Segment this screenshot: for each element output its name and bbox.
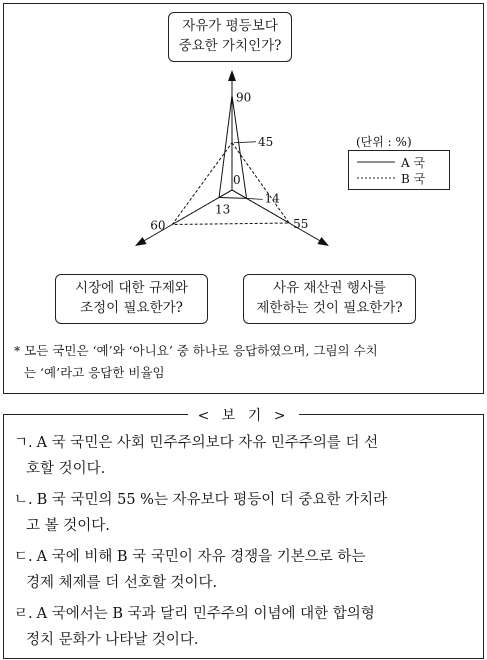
question-left-line1: 시장에 대한 규제와 [75,280,188,296]
legend [348,150,450,190]
label-b-right: 55 [293,217,309,231]
option-4-label: ㄹ. [14,606,33,622]
option-2[interactable] [14,487,472,539]
question-left-box [55,274,208,324]
unit-label: (단위 : %) [356,135,412,149]
legend-item-b: B 국 [401,172,426,186]
label-origin: 0 [233,173,241,187]
option-1[interactable] [14,430,472,482]
question-top-line1: 자유가 평등보다 [182,18,278,34]
option-4[interactable] [14,601,472,653]
label-a-top: 90 [236,90,252,105]
note-line1: * 모든 국민은 ‘예’와 ‘아니요’ 중 하나로 응답하였으며, 그림의 수치 [14,343,378,358]
option-2-line2: 고 볼 것이다. [26,518,110,534]
option-3-label: ㄷ. [14,549,33,565]
option-1-line2: 호할 것이다. [26,461,106,477]
question-right-line1: 사유 재산권 행사를 [273,280,386,296]
option-3[interactable] [14,544,472,596]
question-left-line2: 조정이 필요한가? [80,300,183,316]
arrowhead-left-icon [135,237,147,246]
option-2-line1: B 국 국민의 55 %는 자유보다 평등이 더 중요한 가치라 [36,492,388,508]
label-a-left: 13 [215,202,231,217]
legend-item-a: A 국 [401,156,426,170]
label-a-right: 14 [264,191,280,206]
label-b-left: 60 [150,218,166,233]
option-2-label: ㄴ. [14,492,33,508]
option-3-line1: A 국에 비해 B 국 국민이 자유 경쟁을 기본으로 하는 [36,549,366,565]
option-4-line1: A 국에서는 B 국과 달리 민주주의 이념에 대한 합의형 [36,606,375,622]
series-b-polygon-spoke-1 [232,190,289,223]
question-top-box [168,12,292,62]
series-b-polygon [172,143,289,225]
label-b-top: 45 [258,134,274,149]
question-right-line2: 제한하는 것이 필요한가? [256,300,403,316]
option-1-label: ㄱ. [14,435,33,451]
figure-note [14,340,476,384]
question-right-box [243,274,416,324]
option-1-line1: A 국 국민은 사회 민주주의보다 자유 민주주의를 더 선 [36,435,379,451]
option-4-line2: 정치 문화가 나타날 것이다. [26,632,199,648]
option-3-line2: 경제 체제를 더 선호할 것이다. [26,575,218,591]
arrowhead-top-icon [228,70,236,81]
question-top-line2: 중요한 가치인가? [178,38,282,54]
note-line2: 는 ‘예’라고 응답한 비율임 [24,365,165,380]
bogi-title [0,405,487,425]
leader-b-top [234,142,256,143]
arrowhead-right-icon [317,237,329,246]
bogi-title-text: < 보 기 > [188,408,300,424]
